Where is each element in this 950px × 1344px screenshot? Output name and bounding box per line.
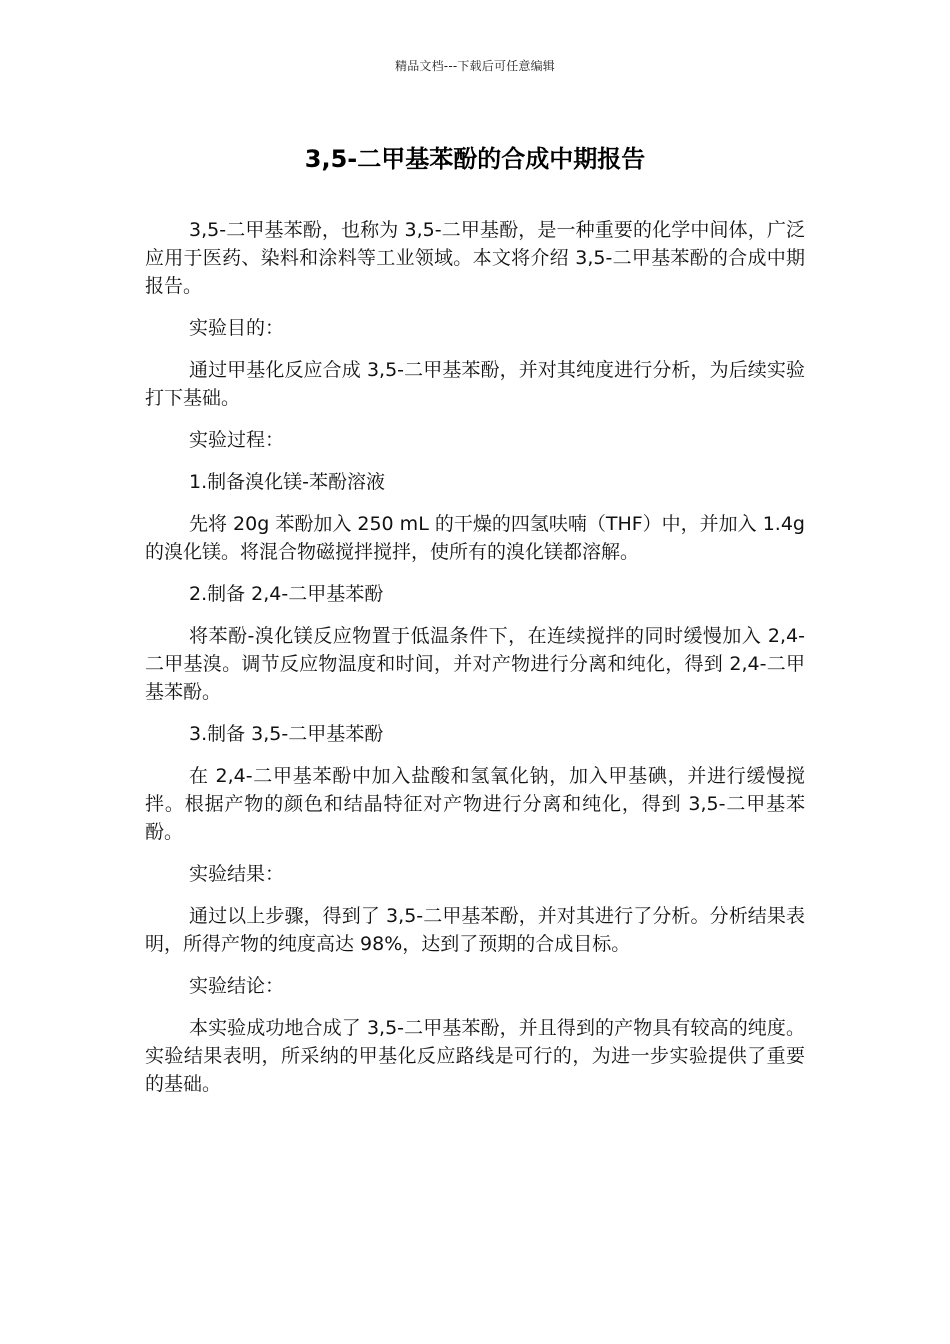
header-note: 精品文档---下载后可任意编辑 bbox=[395, 59, 555, 73]
section-heading-results: 实验结果： bbox=[189, 863, 285, 885]
step-3-heading: 3.制备 3,5-二甲基苯酚 bbox=[189, 723, 384, 745]
document-body bbox=[145, 216, 805, 1112]
intro-paragraph: 3,5-二甲基苯酚，也称为 3,5-二甲基酚，是一种重要的化学中间体，广泛应用于医药、染料和涂料等工业领域。本文将介绍 3,5-二甲基苯酚的合成中期报告。 bbox=[145, 219, 805, 297]
step-2-heading: 2.制备 2,4-二甲基苯酚 bbox=[189, 583, 384, 605]
document-title: 3,5-二甲基苯酚的合成中期报告 bbox=[304, 145, 646, 173]
step-2-paragraph: 将苯酚-溴化镁反应物置于低温条件下，在连续搅拌的同时缓慢加入 2,4-二甲基溴。调节反应物温度和时间，并对产物进行分离和纯化，得到 2,4-二甲基苯酚。 bbox=[145, 625, 805, 703]
step-3-paragraph: 在 2,4-二甲基苯酚中加入盐酸和氢氧化钠，加入甲基碘，并进行缓慢搅拌。根据产物的颜色和结晶特征对产物进行分离和纯化，得到 3,5-二甲基苯酚。 bbox=[145, 765, 805, 843]
section-heading-procedure: 实验过程： bbox=[189, 429, 285, 451]
step-1-paragraph: 先将 20g 苯酚加入 250 mL 的干燥的四氢呋喃（THF）中，并加入 1.4g 的溴化镁。将混合物磁搅拌搅拌，使所有的溴化镁都溶解。 bbox=[145, 513, 805, 563]
results-paragraph: 通过以上步骤，得到了 3,5-二甲基苯酚，并对其进行了分析。分析结果表明，所得产物的纯度高达 98%，达到了预期的合成目标。 bbox=[145, 905, 805, 955]
conclusion-paragraph: 本实验成功地合成了 3,5-二甲基苯酚，并且得到的产物具有较高的纯度。实验结果表明，所采纳的甲基化反应路线是可行的，为进一步实验提供了重要的基础。 bbox=[145, 1017, 805, 1095]
section-heading-conclusion: 实验结论： bbox=[189, 975, 285, 997]
section-heading-purpose: 实验目的： bbox=[189, 317, 285, 339]
step-1-heading: 1.制备溴化镁-苯酚溶液 bbox=[189, 471, 385, 493]
purpose-paragraph: 通过甲基化反应合成 3,5-二甲基苯酚，并对其纯度进行分析，为后续实验打下基础。 bbox=[145, 359, 805, 409]
